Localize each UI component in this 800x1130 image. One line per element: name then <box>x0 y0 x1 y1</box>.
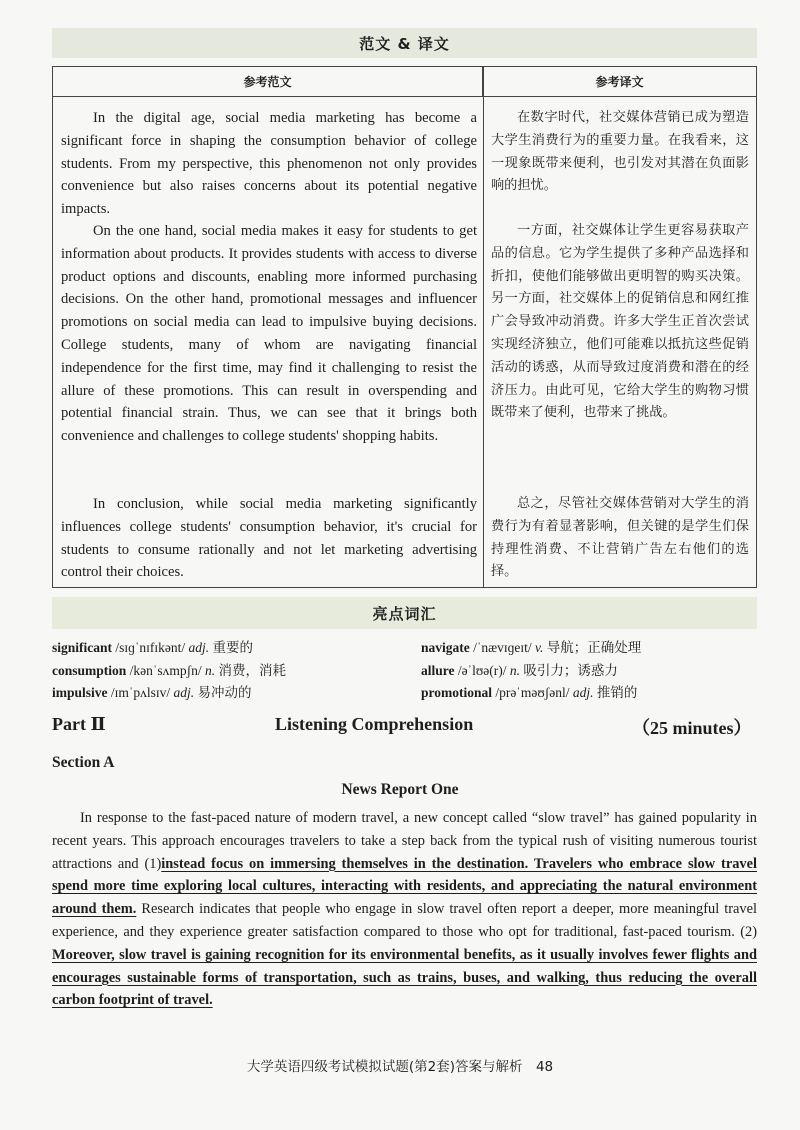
reference-translation-header: 参考译文 <box>483 67 756 97</box>
section-banner <box>52 28 757 58</box>
translation-paragraph-2 <box>491 220 749 425</box>
vocab-ipa: /prəˈməʊʃənl/ <box>492 685 573 700</box>
vocab-ipa: /kənˈsʌmpʃn/ <box>126 662 206 678</box>
vocab-pos: adj. <box>173 685 195 700</box>
vocab-entry <box>52 637 286 660</box>
vocab-word: navigate <box>421 640 470 655</box>
part-label: Part Ⅱ <box>52 714 106 734</box>
part-title: Listening Comprehension <box>275 714 474 734</box>
vocab-meaning: 导航；正确处理 <box>543 640 642 655</box>
news-transcript <box>52 807 757 1012</box>
vocab-entry <box>52 660 286 683</box>
vocab-entry <box>421 660 641 683</box>
vocab-meaning: 吸引力；诱惑力 <box>520 662 618 678</box>
news-paragraph <box>52 807 757 1012</box>
vocab-meaning: 重要的 <box>209 640 254 655</box>
vocab-banner-label: 亮点词汇 <box>372 604 437 623</box>
vocab-list-left <box>52 637 286 705</box>
vocab-ipa: /sɪɡˈnɪfɪkənt/ <box>112 640 189 655</box>
essay-paragraph-1-text: In the digital age, social media marketing has become a significant force in shaping the consumption behavior of college students. From my perspective, this phenomenon not only provides convenience but also raises concerns about its potential negative impacts. <box>61 110 477 218</box>
vocab-meaning: 推销的 <box>593 685 638 700</box>
translation-paragraph-2-text: 一方面，社交媒体让学生更容易获取产品的信息。它为学生提供了多种产品选择和折扣，使他们能够做出更明智的购买决策。另一方面，社交媒体上的促销信息和网红推广会导致冲动消费。许多大学生正首次尝试实现经济独立，他们可能难以抵抗这些促销活动的诱惑，从而导致过度消费和潜在的经济压力。由此可见，它给大学生的购物习惯既带来了便利，也带来了挑战。 <box>491 223 749 421</box>
essay-paragraph-2 <box>61 220 477 448</box>
essay-paragraph-1 <box>61 107 477 221</box>
translation-paragraph-3-text: 总之，尽管社交媒体营销对大学生的消费行为有着显著影响，但关键的是学生们保持理性消费、不让营销广告左右他们的选择。 <box>491 496 749 580</box>
essay-table <box>52 66 757 588</box>
vocab-meaning: 易冲动的 <box>194 685 252 700</box>
vocab-meaning: 消费，消耗 <box>215 662 287 678</box>
vocab-pos: n. <box>509 662 521 678</box>
vocab-word: significant <box>52 640 113 655</box>
vocab-entry <box>421 682 641 705</box>
vocab-word: consumption <box>52 662 127 678</box>
translation-paragraph-1-text: 在数字时代，社交媒体营销已成为塑造大学生消费行为的重要力量。在我看来，这一现象既带来便利，也引发对其潜在负面影响的担忧。 <box>491 110 749 194</box>
news-text-2: Research indicates that people who engage in slow travel often report a deeper, more meaningful travel experience, and they experience greater satisfaction compared to those who opt for traditional, fast-paced tourism. (2) <box>52 901 757 940</box>
column-divider <box>483 67 484 587</box>
vocab-banner <box>52 597 757 629</box>
news-text-1: In response to the fast-paced nature of modern travel, a new concept called “slow travel” has gained popularity in recent years. This approach encourages travelers to take a step back from the typical rush of visiting numerous tourist attractions and (1) <box>52 810 757 872</box>
vocab-word: impulsive <box>52 685 108 700</box>
essay-paragraph-3-text: In conclusion, while social media marketing significantly influences college students' consumption behavior, it's crucial for students to consume rationally and not let marketing advertising control their choices. <box>61 496 477 581</box>
vocab-word: allure <box>421 662 455 678</box>
news-highlight-2: Moreover, slow travel is gaining recognition for its environmental benefits, as it usually involves fewer flights and encourages sustainable forms of transportation, such as trains, buses, and walking, thus reducing the overall carbon footprint of travel. <box>52 946 757 1009</box>
vocab-word: promotional <box>421 685 493 700</box>
vocab-pos: v. <box>535 640 544 655</box>
translation-paragraph-3 <box>491 493 749 584</box>
page-footer: 大学英语四级考试模拟试题(第2套)答案与解析 48 <box>246 1059 554 1075</box>
news-highlight-1: instead focus on immersing themselves in the destination. Travelers who embrace slow travel spend more time exploring local cultures, interacting with residents, and appreciating the natural environment around them. <box>52 855 757 918</box>
part-time: （25 minutes） <box>632 718 752 738</box>
section-banner-label: 范文 & 译文 <box>359 34 450 53</box>
vocab-ipa: /ˈnævɪɡeɪt/ <box>469 640 535 655</box>
vocab-pos: adj. <box>188 640 210 655</box>
vocab-ipa: /ɪmˈpʌlsɪv/ <box>107 685 174 700</box>
vocab-pos: n. <box>205 662 216 678</box>
essay-paragraph-3 <box>61 493 477 584</box>
vocab-list-right <box>421 637 641 705</box>
translation-paragraph-1 <box>491 107 749 198</box>
essay-paragraph-2-text: On the one hand, social media makes it easy for students to get information about products. It provides students with access to diverse product options and discounts, enabling more informed purchasing decisions. On the other hand, promotional messages and influencer promotions on social media can lead to impulsive buying decisions. College students, many of whom are navigating financial independence for the first time, may find it challenging to resist the allure of these promotions. This can result in overspending and potential financial strain. Thus, we can see that it brings both convenience and challenges to college students' shopping habits. <box>61 223 477 445</box>
section-heading: Section A <box>52 754 115 771</box>
vocab-entry <box>421 637 641 660</box>
news-title: News Report One <box>341 781 459 798</box>
vocab-ipa: /əˈlʊə(r)/ <box>454 662 510 678</box>
vocab-entry <box>52 682 286 705</box>
vocab-pos: adj. <box>572 685 594 700</box>
reference-essay-header: 参考范文 <box>53 67 483 97</box>
